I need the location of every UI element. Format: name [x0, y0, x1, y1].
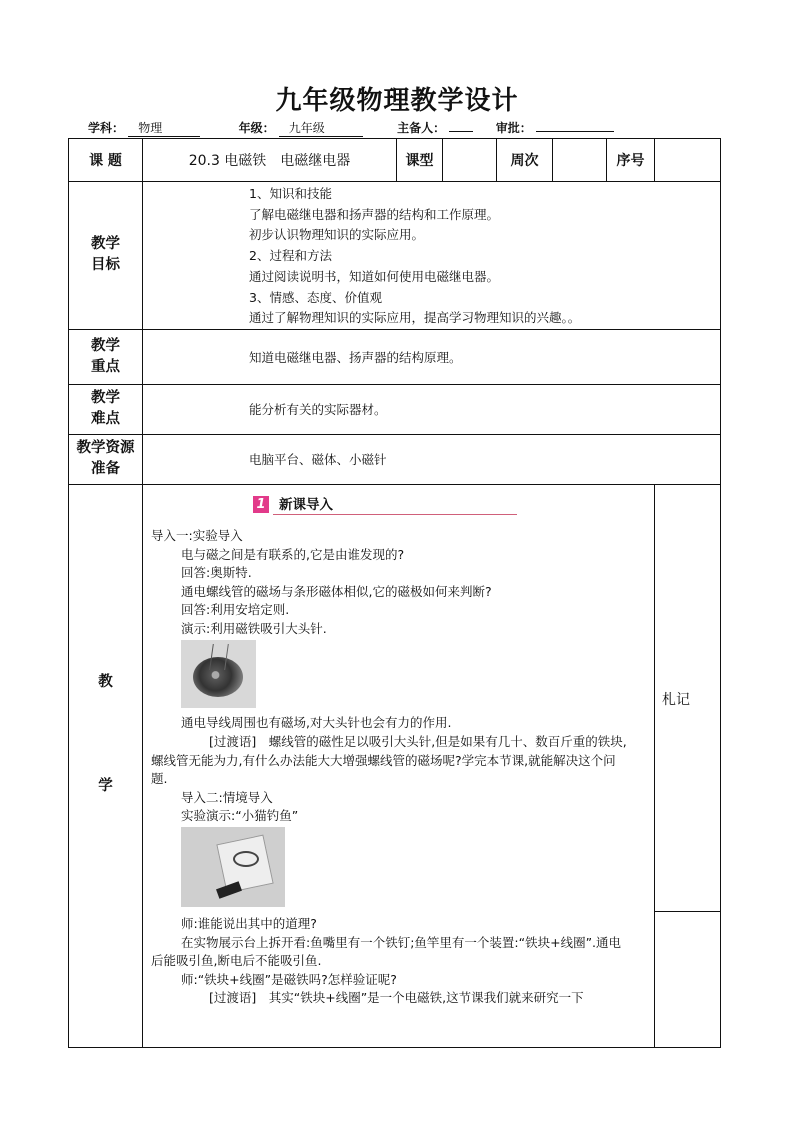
paragraph: 导入一:实验导入 [151, 527, 243, 543]
paragraph: 师:“铁块+线圈”是磁铁吗?怎样验证呢? [181, 971, 397, 987]
banner-title: 新课导入 [279, 496, 333, 513]
key-points-label: 教学重点 [91, 337, 120, 375]
paragraph: 通电螺线管的磁场与条形磁体相似,它的磁极如何来判断? [181, 583, 492, 599]
difficulties-label: 教学难点 [91, 390, 120, 428]
paragraph: 电与磁之间是有联系的,它是由谁发现的? [181, 546, 405, 562]
goals-label: 教学目标 [91, 236, 120, 274]
goals-row [69, 182, 721, 330]
paragraph: [过渡语] 螺线管的磁性足以吸引大头针,但是如果有几十、数百斤重的铁块,螺线管无能为力,有什么办法能大大增强螺线管的磁场呢?学完本节课,就能解决这个问题. [151, 734, 627, 787]
paragraph: 通电导线周围也有磁场,对大头针也会有力的作用. [181, 715, 452, 731]
week-label: 周次 [497, 139, 553, 182]
teaching-row-top [69, 484, 721, 911]
resources-text: 电脑平台、磁体、小磁针 [143, 434, 721, 484]
review-label: 审批： [495, 121, 532, 135]
notes-blank [655, 911, 721, 1047]
resources-row [69, 434, 721, 484]
paragraph: 在实物展示台上拆开看:鱼嘴里有一个铁钉;鱼竿里有一个装置:“铁块+线圈”.通电后能吸引鱼,断电后不能吸引鱼. [151, 934, 622, 969]
goal-line: 初步认识物理知识的实际应用。 [249, 227, 425, 243]
meta-row [88, 119, 614, 137]
paragraph: 回答:奥斯特. [181, 565, 252, 581]
paragraph: 师:谁能说出其中的道理? [181, 916, 317, 932]
preparer-label: 主备人： [397, 121, 446, 135]
paragraph: 演示:利用磁铁吸引大头针. [181, 620, 327, 636]
type-value [443, 139, 497, 182]
difficulties-row [69, 384, 721, 434]
paragraph: 回答:利用安培定则. [181, 602, 290, 618]
magnet-pins-photo [181, 640, 256, 708]
type-label: 课型 [397, 139, 443, 182]
preparer-value [449, 119, 473, 132]
goals-content [143, 182, 721, 330]
teaching-content [143, 484, 655, 1047]
header-row [69, 139, 721, 182]
goal-line: 通过阅读说明书，知道如何使用电磁继电器。 [249, 268, 500, 284]
cat-fishing-photo [181, 827, 285, 907]
topic-value: 20.3 电磁铁 电磁继电器 [143, 139, 397, 182]
paragraph: 导入二:情境导入 [181, 789, 273, 805]
section-banner [253, 496, 517, 515]
banner-underline [273, 514, 517, 515]
goal-line: 1、知识和技能 [249, 186, 332, 201]
key-points-text: 知道电磁继电器、扬声器的结构原理。 [143, 329, 721, 384]
grade-label: 年级： [238, 121, 275, 135]
review-value [536, 119, 614, 132]
page-title: 九年级物理教学设计 [275, 86, 519, 116]
grade-value: 九年级 [279, 119, 363, 137]
key-points-row [69, 329, 721, 384]
goal-line: 2、过程和方法 [249, 248, 332, 264]
subject-label: 学科： [88, 121, 125, 135]
order-label: 序号 [607, 139, 655, 182]
banner-number: 1 [253, 496, 269, 513]
paragraph: 实验演示:“小猫钓鱼” [181, 808, 299, 824]
week-value [553, 139, 607, 182]
order-value [655, 139, 721, 182]
teaching-label-bottom: 学 [98, 777, 113, 794]
notes-label: 札记 [662, 691, 690, 708]
topic-label: 课 题 [69, 139, 143, 182]
goal-line: 3、情感、态度、价值观 [249, 289, 382, 305]
lesson-plan-table [68, 138, 721, 1048]
goal-line: 通过了解物理知识的实际应用，提高学习物理知识的兴趣。。 [249, 310, 581, 326]
resources-label: 教学资源准备 [76, 440, 135, 478]
paragraph: [过渡语] 其实“铁块+线圈”是一个电磁铁,这节课我们就来研究一下 [209, 990, 584, 1006]
subject-value: 物理 [128, 119, 200, 137]
teaching-label-top: 教 [98, 673, 113, 690]
difficulties-text: 能分析有关的实际器材。 [143, 384, 721, 434]
goal-line: 了解电磁继电器和扬声器的结构和工作原理。 [249, 206, 500, 222]
